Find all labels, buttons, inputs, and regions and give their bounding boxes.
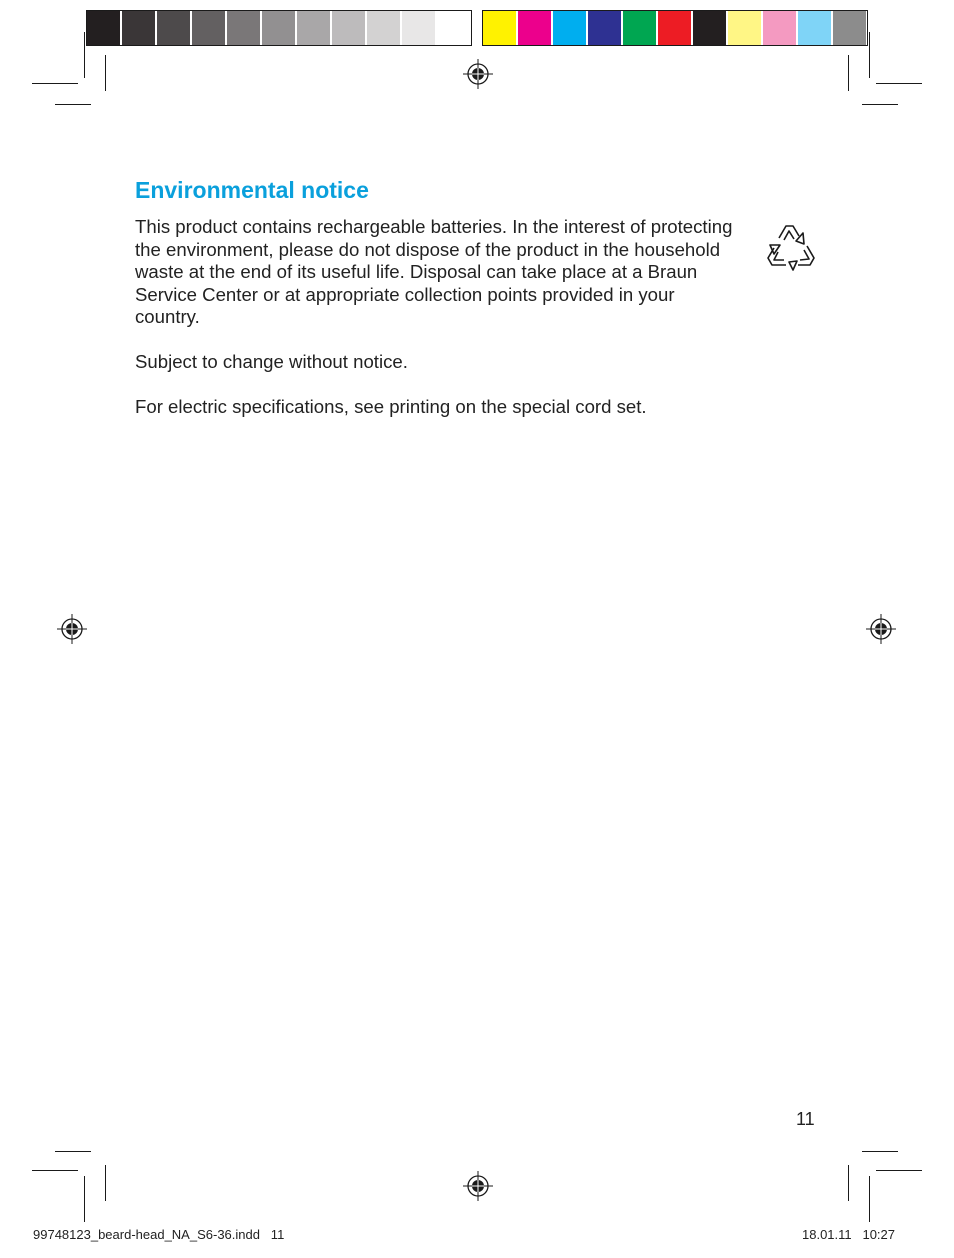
recycle-icon — [760, 218, 818, 276]
change-notice-paragraph: Subject to change without notice. — [135, 351, 408, 372]
crop-mark — [105, 55, 106, 91]
battery-disposal-paragraph: This product contains rechargeable batteries. In the interest of protecting the environment, please do not dispose of the product in the household waste at the end of its useful life. Disposal can take place at a Braun Service Center or at appropriate collection points provided in your country. — [135, 216, 733, 328]
color-bar-frame — [482, 10, 868, 46]
crop-mark — [876, 1170, 922, 1171]
crop-mark — [55, 104, 91, 105]
crop-mark — [848, 55, 849, 91]
crop-mark — [32, 83, 78, 84]
gray-bar-frame — [86, 10, 472, 46]
crop-mark — [876, 83, 922, 84]
electric-spec-paragraph: For electric specifications, see printing on the special cord set. — [135, 396, 647, 417]
crop-mark — [869, 32, 870, 78]
registration-mark-icon — [463, 1171, 493, 1201]
crop-mark — [84, 32, 85, 78]
crop-mark — [848, 1165, 849, 1201]
section-heading: Environmental notice — [135, 177, 369, 203]
registration-mark-icon — [57, 614, 87, 644]
crop-mark — [32, 1170, 78, 1171]
crop-mark — [862, 104, 898, 105]
crop-mark — [869, 1176, 870, 1222]
crop-mark — [84, 1176, 85, 1222]
registration-mark-icon — [463, 59, 493, 89]
registration-mark-icon — [866, 614, 896, 644]
page-number: 11 — [796, 1109, 815, 1129]
crop-mark — [55, 1151, 91, 1152]
crop-mark — [862, 1151, 898, 1152]
file-slug: 99748123_beard-head_NA_S6-36.indd 11 — [33, 1227, 285, 1242]
date-slug: 18.01.11 10:27 — [802, 1227, 896, 1242]
crop-mark — [105, 1165, 106, 1201]
